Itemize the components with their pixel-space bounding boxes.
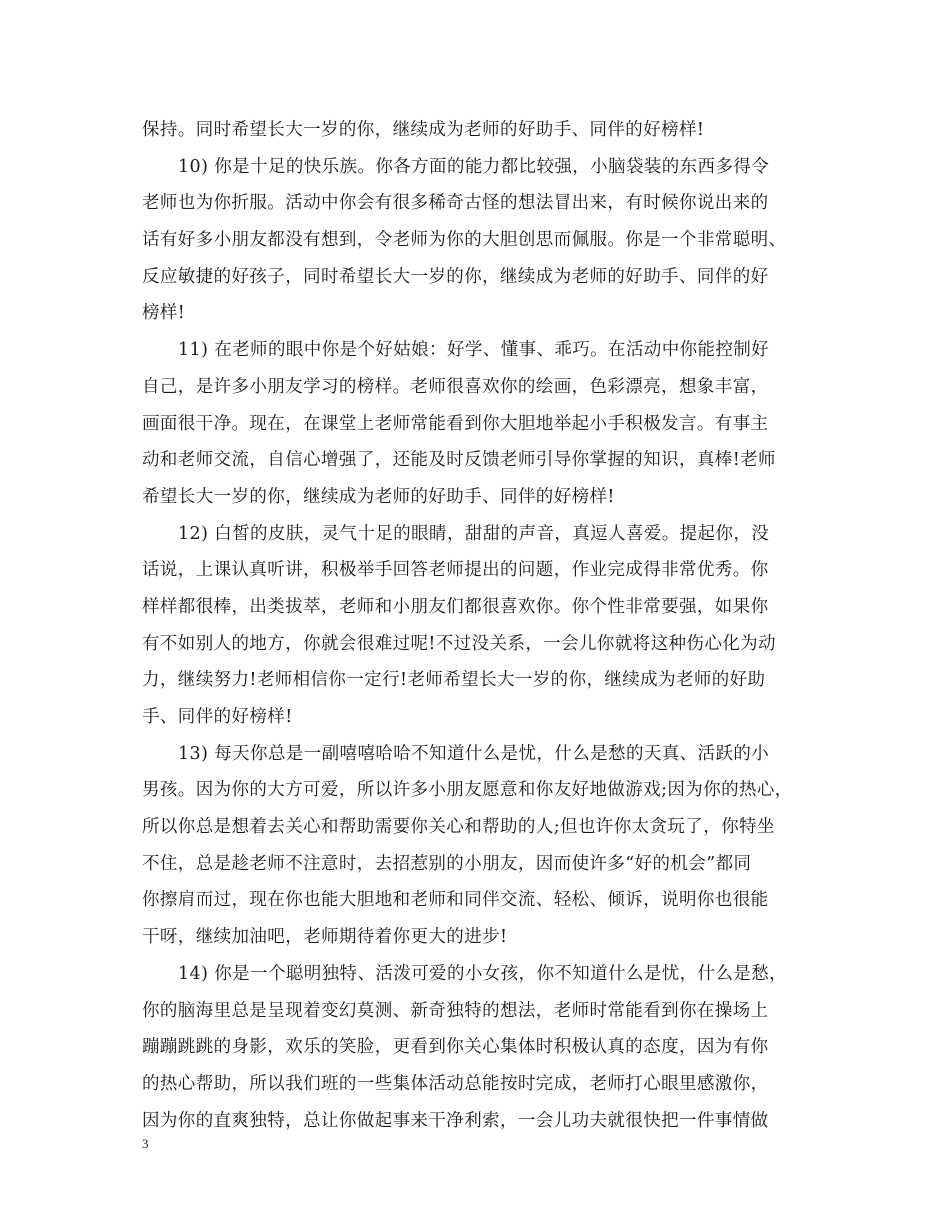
text-line: 动和老师交流，自信心增强了，还能及时反馈老师引导你掌握的知识，真棒!老师 <box>142 450 776 471</box>
text-line: 因为你的直爽独特，总让你做起事来干净利索，一会儿功夫就很快把一件事情做 <box>142 1110 769 1131</box>
text-line: 你的脑海里总是呈现着变幻莫测、新奇独特的想法，老师时常能看到你在操场上 <box>142 1000 769 1021</box>
text-line: 自己，是许多小朋友学习的榜样。老师很喜欢你的绘画，色彩漂亮，想象丰富， <box>142 376 769 397</box>
text-line: 13) 每天你总是一副嘻嘻哈哈不知道什么是忧，什么是愁的天真、活跃的小 <box>178 743 770 764</box>
text-line: 话有好多小朋友都没有想到，令老师为你的大胆创思而佩服。你是一个非常聪明、 <box>142 230 787 251</box>
text-line: 所以你总是想着去关心和帮助需要你关心和帮助的人;但也许你太贪玩了，你特坐 <box>142 817 775 838</box>
page-number: 3 <box>142 1136 149 1151</box>
text-line: 有不如别人的地方，你就会很难过呢!不过没关系，一会儿你就将这种伤心化为动 <box>142 633 776 654</box>
text-line: 不住，总是趁老师不注意时，去招惹别的小朋友，因而使许多“好的机会”都同 <box>142 853 752 874</box>
document-body <box>142 112 832 1139</box>
text-line: 样样都很棒，出类拔萃，老师和小朋友们都很喜欢你。你个性非常要强，如果你 <box>142 596 769 617</box>
text-line: 你擦肩而过，现在你也能大胆地和老师和同伴交流、轻松、倾诉，说明你也很能 <box>142 890 769 911</box>
text-line: 手、同伴的好榜样! <box>142 707 293 727</box>
text-line: 画面很干净。现在，在课堂上老师常能看到你大胆地举起小手积极发言。有事主 <box>142 413 769 434</box>
text-line: 希望长大一岁的你，继续成为老师的好助手、同伴的好榜样! <box>142 486 615 507</box>
text-line: 12) 白皙的皮肤，灵气十足的眼睛，甜甜的声音，真逗人喜爱。提起你，没 <box>178 523 770 544</box>
text-line: 保持。同时希望长大一岁的你，继续成为老师的好助手、同伴的好榜样! <box>142 120 705 140</box>
text-line: 干呀，继续加油吧，老师期待着你更大的进步! <box>142 927 508 948</box>
text-line: 话说，上课认真听讲，积极举手回答老师提出的问题，作业完成得非常优秀。你 <box>142 560 769 581</box>
text-line: 反应敏捷的好孩子，同时希望长大一岁的你，继续成为老师的好助手、同伴的好 <box>142 266 769 287</box>
text-line: 力，继续努力!老师相信你一定行!老师希望长大一岁的你，继续成为老师的好助 <box>142 670 766 691</box>
text-line: 11) 在老师的眼中你是个好姑娘：好学、懂事、乖巧。在活动中你能控制好 <box>178 340 770 361</box>
text-line: 男孩。因为你的大方可爱，所以许多小朋友愿意和你友好地做游戏;因为你的热心， <box>142 780 793 801</box>
text-line: 榜样! <box>142 303 186 324</box>
text-line: 老师也为你折服。活动中你会有很多稀奇古怪的想法冒出来，有时候你说出来的 <box>142 193 769 214</box>
text-line: 蹦蹦跳跳的身影，欢乐的笑脸，更看到你关心集体时积极认真的态度，因为有你 <box>142 1037 769 1058</box>
text-line: 的热心帮助，所以我们班的一些集体活动总能按时完成，老师打心眼里感激你， <box>142 1073 769 1094</box>
text-line: 10) 你是十足的快乐族。你各方面的能力都比较强，小脑袋装的东西多得令 <box>178 156 770 177</box>
text-line: 14) 你是一个聪明独特、活泼可爱的小女孩，你不知道什么是忧，什么是愁， <box>178 963 788 984</box>
